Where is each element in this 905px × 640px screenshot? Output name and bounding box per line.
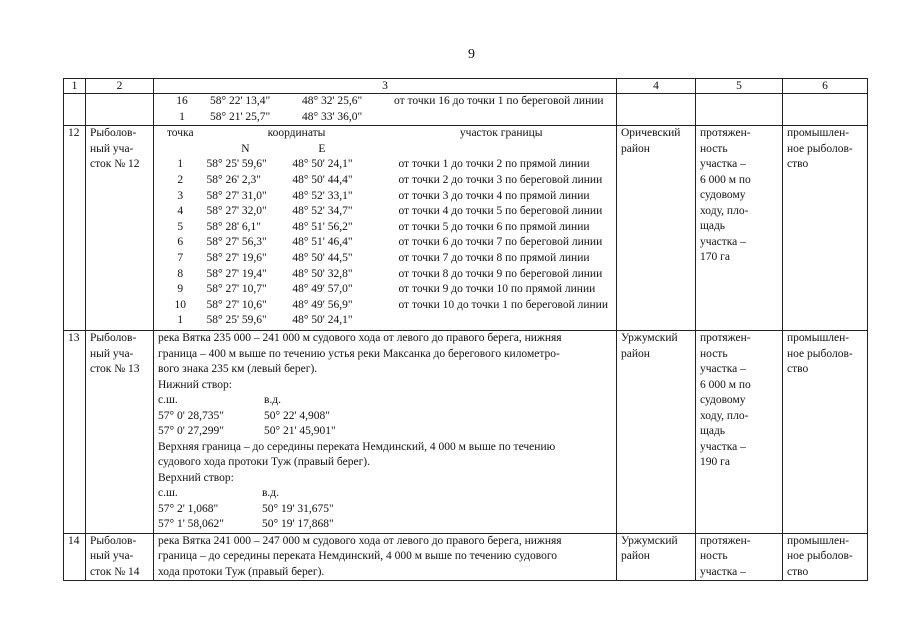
col-header-3: 3: [154, 79, 617, 94]
point-longitude: 48° 51' 56,2": [292, 220, 353, 233]
point-segment: от точки 3 до точки 4 по прямой линии: [398, 189, 590, 202]
point-longitude: 48° 50' 24,1": [292, 314, 353, 327]
coord-row: [158, 282, 612, 298]
point-number: 2: [177, 173, 184, 186]
coord-row: [158, 157, 612, 173]
point-number: 9: [177, 283, 184, 296]
coord-row: [158, 204, 612, 220]
point-number: 8: [177, 267, 184, 280]
coord-row: [158, 267, 612, 283]
point-number: 16: [176, 95, 188, 107]
continuation-coords: [158, 94, 608, 125]
coord-row: [158, 313, 612, 329]
point-longitude: 48° 52' 33,1": [292, 189, 353, 202]
row-number: 12: [64, 126, 86, 331]
point-longitude: 48° 50' 24,1": [292, 158, 353, 171]
row-number: 14: [64, 533, 86, 581]
point-longitude: 48° 49' 56,9": [292, 298, 353, 311]
plot-use: промышлен- ное рыболов- ство: [783, 126, 868, 331]
page-number: 9: [468, 47, 475, 62]
point-header: точка: [166, 127, 194, 140]
point-number: 5: [177, 220, 184, 233]
upper-section-title: Верхний створ:: [158, 471, 234, 484]
continuation-row: [64, 94, 868, 126]
col-header-1: 1: [64, 79, 86, 94]
point-latitude: 58° 27' 10,7": [206, 283, 267, 296]
plots-table: [63, 78, 868, 581]
plot-name: Рыболов- ный уча- сток № 12: [86, 126, 154, 331]
point-segment: от точки 16 до точки 1 по береговой линии: [394, 95, 604, 107]
district: Уржумский район: [617, 331, 696, 534]
coord-row: [158, 189, 612, 205]
point-latitude: 58° 27' 56,3": [206, 236, 267, 249]
point-latitude: 58° 27' 19,6": [206, 251, 267, 264]
point-segment: от точки 10 до точки 1 по береговой линии: [398, 298, 608, 311]
col-header-5: 5: [696, 79, 783, 94]
point-latitude: 58° 25' 59,6": [206, 158, 267, 171]
col-header-4: 4: [617, 79, 696, 94]
boundary-header: участок границы: [459, 127, 543, 140]
point-longitude: 48° 50' 44,4": [292, 173, 353, 186]
upper-head: с.ш. в.д.: [158, 487, 280, 500]
n-header: N: [241, 142, 250, 155]
col-header-2: 2: [86, 79, 154, 94]
point-latitude: 58° 28' 6,1": [206, 220, 262, 233]
plot-use: промышлен- ное рыболов- ство: [783, 331, 868, 534]
point-number: 10: [174, 298, 186, 311]
col-header-6: 6: [783, 79, 868, 94]
point-longitude: 48° 50' 44,5": [292, 251, 353, 264]
plot-row-14: [64, 533, 868, 581]
plot-14-description: река Вятка 241 000 – 247 000 м судового хода от левого до правого берега, нижняя граница – до середины переката Немдинский, 4 000 м выше по течению судового хода протоки Туж (правый берег).: [154, 533, 617, 581]
plot-name: Рыболов- ный уча- сток № 13: [86, 331, 154, 534]
point-latitude: 58° 27' 10,6": [206, 298, 267, 311]
coord-row: [158, 173, 612, 189]
point-segment: от точки 4 до точки 5 по береговой линии: [398, 205, 603, 218]
point-longitude: 48° 49' 57,0": [292, 283, 353, 296]
point-latitude: 58° 22' 13,4": [210, 95, 271, 107]
point-number: 1: [177, 158, 184, 171]
lower-coord-row: 57° 0' 28,735" 50° 22' 4,908": [158, 409, 330, 422]
coord-row: [158, 251, 612, 267]
point-longitude: 48° 32' 25,6": [302, 95, 363, 107]
plot-size: протяжен- ность участка – 6 000 м по судовому ходу, пло- щадь участка – 170 га: [696, 126, 783, 331]
point-segment: от точки 7 до точки 8 по прямой линии: [398, 251, 590, 264]
coords-header: координаты: [267, 127, 326, 140]
point-number: 1: [177, 314, 184, 327]
coord-row: [158, 94, 608, 110]
plot-13-description: река Вятка 235 000 – 241 000 м судового хода от левого до правого берега, нижняя граница – 400 м выше по течению устья реки Максанка до берегового километро- вого знака 235 км (левый берег). Нижний створ: с.ш. в.д. 57° 0' 28,735" 50° 22' 4,908" 57° 0' 27,299" 50° 21' 45,901" Верхняя граница – до середины переката Немдинский, 4 000 м выше по течению судового хода протоки Туж (правый берег). Верхний створ: с.ш. в.д. 57° 2' 1,068" 50° 19' 31,675" 57° 1' 58,062" 50° 19' 17,868": [154, 331, 617, 534]
plot-row-13: [64, 331, 868, 534]
point-longitude: 48° 51' 46,4": [292, 236, 353, 249]
coord-row: [158, 298, 612, 314]
point-latitude: 58° 27' 19,4": [206, 267, 267, 280]
point-longitude: 48° 50' 32,8": [292, 267, 353, 280]
plot-size: протяжен- ность участка – 6 000 м по судовому ходу, пло- щадь участка – 190 га: [696, 331, 783, 534]
point-latitude: 58° 26' 2,3": [206, 173, 262, 186]
point-segment: от точки 1 до точки 2 по прямой линии: [398, 158, 590, 171]
row-number: 13: [64, 331, 86, 534]
point-segment: [386, 110, 608, 126]
coord-row: [158, 235, 612, 251]
e-header: E: [318, 142, 326, 155]
point-latitude: 58° 27' 31,0": [206, 189, 267, 202]
coord-subhead-row: [158, 142, 612, 158]
plot-size: протяжен- ность участка –: [696, 533, 783, 581]
lower-coord-row: 57° 0' 27,299" 50° 21' 45,901": [158, 425, 336, 438]
upper-coord-row: 57° 2' 1,068" 50° 19' 31,675": [158, 502, 334, 515]
coord-row: [158, 220, 612, 236]
lower-head: с.ш. в.д.: [158, 394, 282, 407]
point-segment: от точки 5 до точки 6 по прямой линии: [398, 220, 590, 233]
point-latitude: 58° 27' 32,0": [206, 205, 267, 218]
point-number: 3: [177, 189, 184, 202]
point-number: 7: [177, 251, 184, 264]
point-longitude: 48° 33' 36,0": [302, 110, 363, 123]
point-number: 1: [179, 110, 185, 123]
point-segment: от точки 8 до точки 9 по береговой линии: [398, 267, 603, 280]
header-row: [64, 79, 868, 94]
point-longitude: 48° 52' 34,7": [292, 205, 353, 218]
district: Оричевский район: [617, 126, 696, 331]
point-latitude: 58° 21' 25,7": [210, 110, 271, 123]
plot-use: промышлен- ное рыболов- ство: [783, 533, 868, 581]
upper-coord-row: 57° 1' 58,062" 50° 19' 17,868": [158, 518, 334, 531]
coord-head-row: [158, 126, 612, 142]
plot-name: Рыболов- ный уча- сток № 14: [86, 533, 154, 581]
point-segment: от точки 6 до точки 7 по береговой линии: [398, 236, 603, 249]
point-number: 4: [177, 205, 184, 218]
plot-12-coords: [158, 126, 612, 329]
district: Уржумский район: [617, 533, 696, 581]
point-segment: от точки 9 до точки 10 по прямой линии: [398, 283, 596, 296]
plot-row-12: [64, 126, 868, 331]
point-number: 6: [177, 236, 184, 249]
point-segment: от точки 2 до точки 3 по береговой линии: [398, 173, 603, 186]
lower-section-title: Нижний створ:: [158, 378, 232, 391]
coord-row: [158, 110, 608, 126]
point-segment: [390, 313, 612, 329]
point-latitude: 58° 25' 59,6": [206, 314, 267, 327]
